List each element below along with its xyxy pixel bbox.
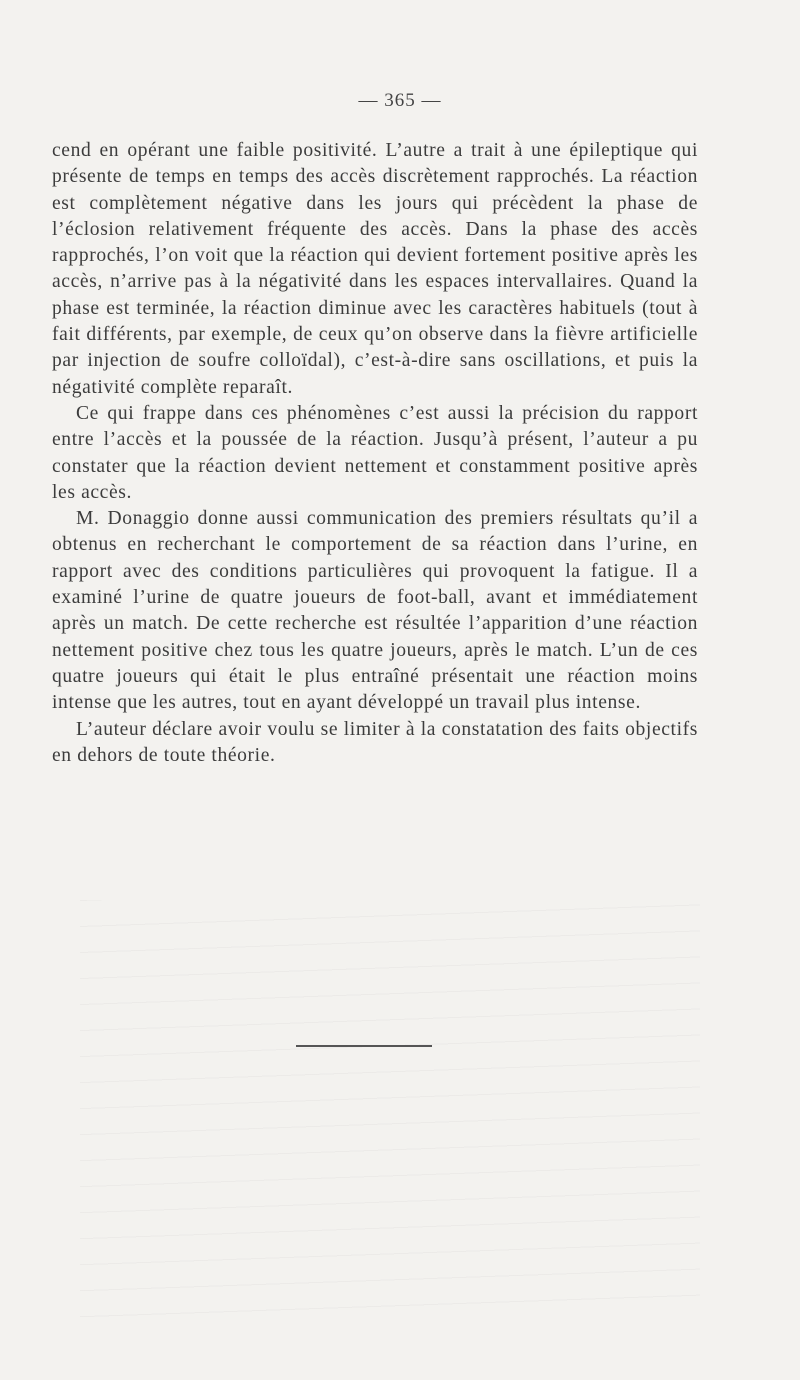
section-separator-rule xyxy=(296,1045,432,1047)
body-text xyxy=(52,138,698,769)
paragraph-1: cend en opérant une faible positivité. L’autre a trait à une épileptique qui présente de temps en temps des accès discrètement rapprochés. La réaction est complètement négative dans les jours qui précèdent la phase de l’éclosion relativement fréquente des accès. Dans la phase des accès rapprochés, l’on voit que la réaction qui devient fortement positive après les accès, n’arrive pas à la négativité dans les espaces intervallaires. Quand la phase est terminée, la réaction diminue avec les caractères habituels (tout à fait différents, par exemple, de ceux qu’on observe dans la fièvre artificielle par injection de soufre colloïdal), c’est-à-dire sans oscillations, et puis la négativité complète reparaît. xyxy=(52,140,698,398)
paragraph-2: Ce qui frappe dans ces phénomènes c’est aussi la précision du rapport entre l’accès et la poussée de la réaction. Jusqu’à présent, l’auteur a pu constater que la réaction devient nettement et constamment positive après les accès. xyxy=(52,402,698,503)
page-number: — 365 — xyxy=(358,90,442,111)
show-through-texture xyxy=(80,900,700,1320)
paragraph-4: L’auteur déclare avoir voulu se limiter à la constatation des faits objectifs en dehors de toute théorie. xyxy=(52,718,698,766)
paragraph-3: M. Donaggio donne aussi communication des premiers résultats qu’il a obtenus en recherchant le comportement de sa réaction dans l’urine, en rapport avec des conditions particulières qui provoquent la fatigue. Il a examiné l’urine de quatre joueurs de foot-ball, avant et immédiatement après un match. De cette recherche est résultée l’apparition d’une réaction nettement positive chez tous les quatre joueurs, après le match. L’un de ces quatre joueurs qui était le plus entraîné présentait une réaction moins intense que les autres, tout en ayant développé un travail plus intense. xyxy=(52,508,698,714)
